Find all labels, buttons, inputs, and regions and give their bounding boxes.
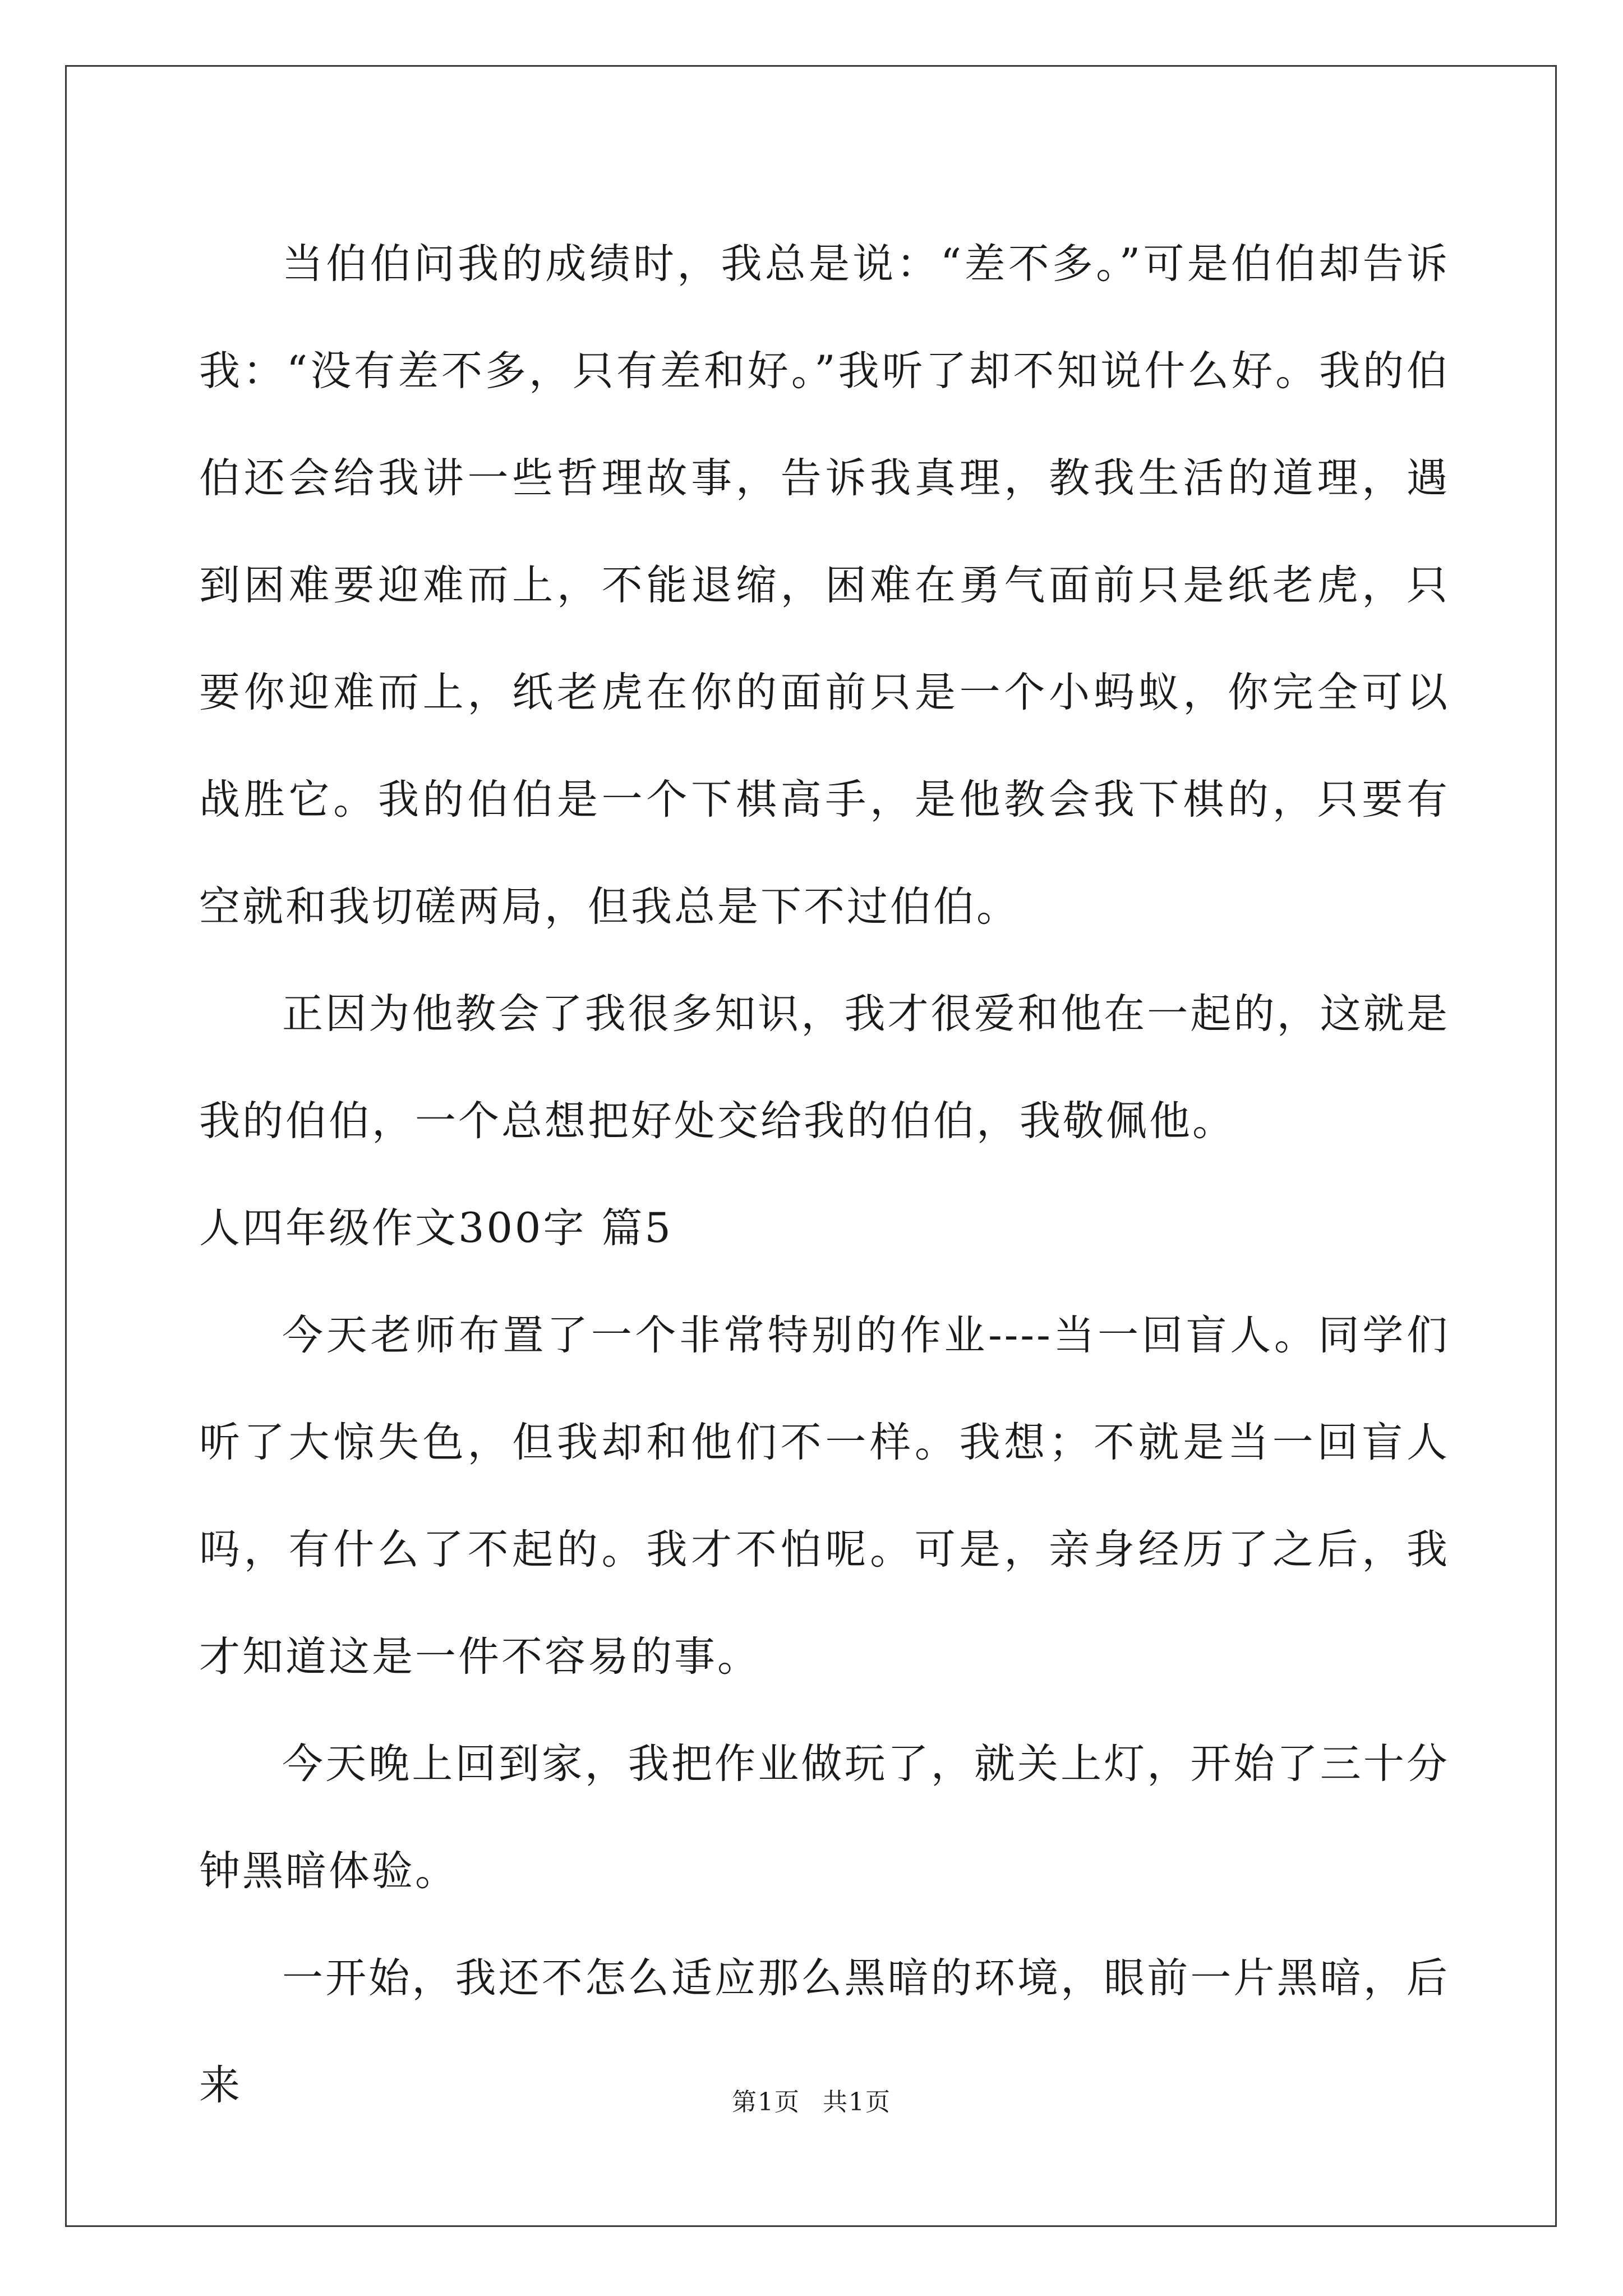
paragraph: 今天老师布置了一个非常特别的作业----当一回盲人。同学们听了大惊失色，但我却和他们不一样。我想；不就是当一回盲人吗，有什么了不起的。我才不怕呢。可是，亲身经历了之后，我才知道这是一件不容易的事。 bbox=[199, 1312, 1450, 1681]
paragraph: 一开始，我还不怎么适应那么黑暗的环境，眼前一片黑暗，后来 bbox=[199, 1954, 1450, 2109]
paragraph: 正因为他教会了我很多知识，我才很爱和他在一起的，这就是我的伯伯，一个总想把好处交给我的伯伯，我敬佩他。 bbox=[199, 990, 1450, 1145]
paragraph: 今天晚上回到家，我把作业做玩了，就关上灯，开始了三十分钟黑暗体验。 bbox=[199, 1740, 1450, 1895]
page-number-total: 共1页 bbox=[823, 2088, 891, 2116]
document-body bbox=[199, 210, 1450, 2139]
paragraph: 当伯伯问我的成绩时，我总是说：“差不多。”可是伯伯却告诉我：“没有差不多，只有差和好。”我听了却不知说什么好。我的伯伯还会给我讲一些哲理故事，告诉我真理，教我生活的道理，遇到困难要迎难而上，不能退缩，困难在勇气面前只是纸老虎，只要你迎难而上，纸老虎在你的面前只是一个小蚂蚁，你完全可以战胜它。我的伯伯是一个下棋高手，是他教会我下棋的，只要有空就和我切磋两局，但我总是下不过伯伯。 bbox=[199, 240, 1450, 931]
page-footer bbox=[0, 2086, 1623, 2119]
section-heading: 人四年级作文300字 篇5 bbox=[199, 1204, 673, 1252]
page-number-current: 第1页 bbox=[732, 2088, 800, 2116]
